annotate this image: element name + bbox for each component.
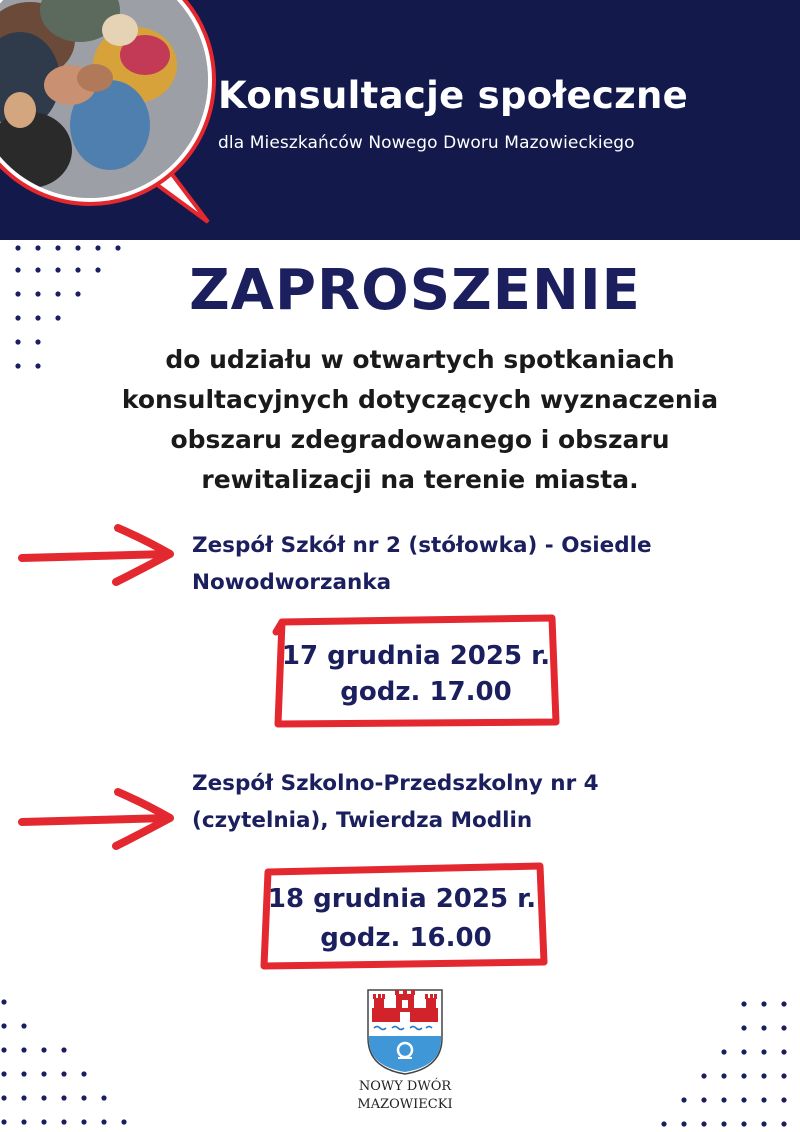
decorative-dots-bottom-left xyxy=(0,998,140,1132)
intro-line: konsultacyjnych dotyczących wyznaczenia xyxy=(121,385,719,414)
decorative-dots-bottom-right xyxy=(660,998,800,1132)
venue-line: Zespół Szkolno-Przedszkolny nr 4 xyxy=(192,771,599,796)
venue-line: Nowodworzanka xyxy=(192,570,392,595)
meeting-2-time: godz. 16.00 xyxy=(320,923,492,953)
meeting-2-date: 18 grudnia 2025 r. xyxy=(267,884,537,914)
header-title: Konsultacje społeczne xyxy=(218,74,689,117)
intro-line: do udziału w otwartych spotkaniach xyxy=(165,345,675,374)
meeting-1-venue xyxy=(192,527,772,601)
invitation-heading: ZAPROSZENIE xyxy=(189,258,641,323)
venue-line: (czytelnia), Twierdza Modlin xyxy=(192,808,533,833)
header-subtitle: dla Mieszkańców Nowego Dworu Mazowieckiego xyxy=(218,133,635,153)
logo-line: NOWY DWÓR xyxy=(358,1079,452,1094)
intro-line: obszaru zdegradowanego i obszaru xyxy=(170,425,670,454)
meeting-1-date-frame xyxy=(268,612,564,734)
meeting-2-venue xyxy=(192,765,772,839)
people-photo xyxy=(0,0,220,230)
intro-line: rewitalizacji na terenie miasta. xyxy=(201,465,639,494)
intro-paragraph xyxy=(60,340,780,500)
red-arrow-icon xyxy=(18,522,178,588)
red-arrow-icon xyxy=(18,786,178,852)
city-coat-of-arms-icon xyxy=(360,986,450,1076)
header-banner xyxy=(0,0,800,240)
meeting-2-date-frame xyxy=(252,858,552,976)
venue-line: Zespół Szkół nr 2 (stółowka) - Osiedle xyxy=(192,533,652,558)
logo-line: MAZOWIECKI xyxy=(357,1097,453,1112)
meeting-1-time: godz. 17.00 xyxy=(340,677,512,707)
logo-caption xyxy=(330,1078,480,1114)
meeting-1-date: 17 grudnia 2025 r. xyxy=(281,641,551,671)
